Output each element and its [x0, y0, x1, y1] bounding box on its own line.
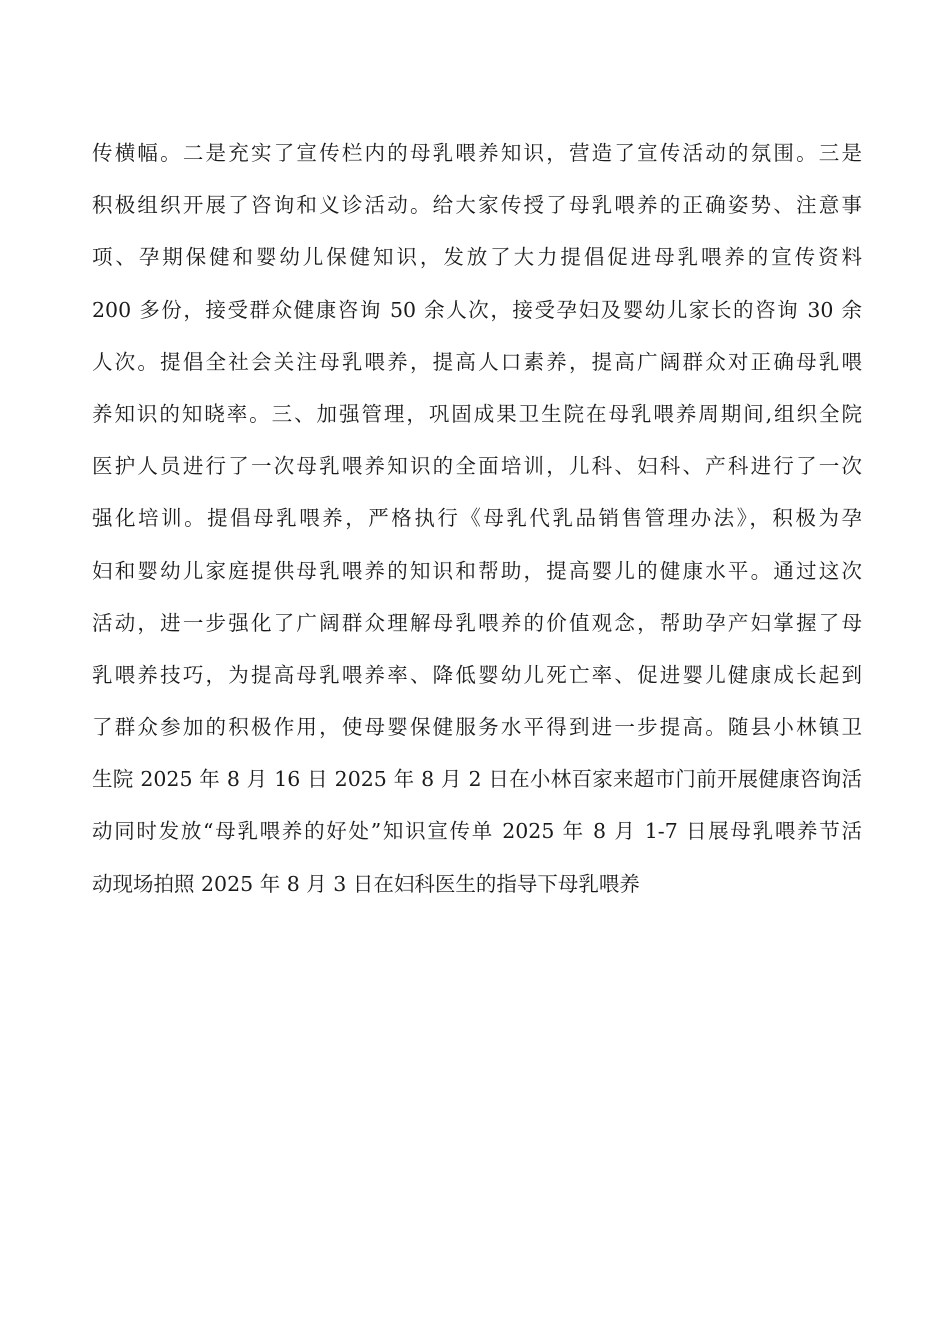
document-body-text: [92, 130, 862, 913]
text-line: 活动，进一步强化了广阔群众理解母乳喂养的价值观念，帮助孕产妇掌握了母: [92, 610, 862, 635]
text-line: 了群众参加的积极作用，使母婴保健服务水平得到进一步提高。随县小林镇卫: [92, 715, 862, 740]
text-line: 乳喂养技巧，为提高母乳喂养率、降低婴幼儿死亡率、促进婴儿健康成长起到: [92, 662, 862, 687]
text-line: 医护人员进行了一次母乳喂养知识的全面培训，儿科、妇科、产科进行了一次: [92, 454, 862, 479]
text-line: 强化培训。提倡母乳喂养，严格执行《母乳代乳品销售管理办法》，积极为孕: [92, 506, 862, 531]
text-line: 人次。提倡全社会关注母乳喂养，提高人口素养，提高广阔群众对正确母乳喂: [92, 349, 862, 374]
text-line: 积极组织开展了咨询和义诊活动。给大家传授了母乳喂养的正确姿势、注意事: [92, 193, 862, 218]
text-line: 传横幅。二是充实了宣传栏内的母乳喂养知识，营造了宣传活动的氛围。三是: [92, 141, 862, 165]
text-line: 妇和婴幼儿家庭提供母乳喂养的知识和帮助，提高婴儿的健康水平。通过这次: [92, 558, 862, 583]
text-line: 养知识的知晓率。三、加强管理，巩固成果卫生院在母乳喂养周期间,组织全院: [92, 401, 862, 426]
text-line: 200 多份，接受群众健康咨询 50 余人次，接受孕妇及婴幼儿家长的咨询 30 余: [92, 297, 862, 322]
text-line: 动同时发放“母乳喂养的好处”知识宣传单 2025 年 8 月 1-7 日展母乳喂养节活: [92, 819, 862, 844]
text-line: 项、孕期保健和婴幼儿保健知识，发放了大力提倡促进母乳喂养的宣传资料: [92, 245, 862, 270]
text-line: 生院 2025 年 8 月 16 日 2025 年 8 月 2 日在小林百家来超市门前开展健康咨询活: [92, 767, 862, 792]
text-line: 动现场拍照 2025 年 8 月 3 日在妇科医生的指导下母乳喂养: [92, 871, 640, 896]
